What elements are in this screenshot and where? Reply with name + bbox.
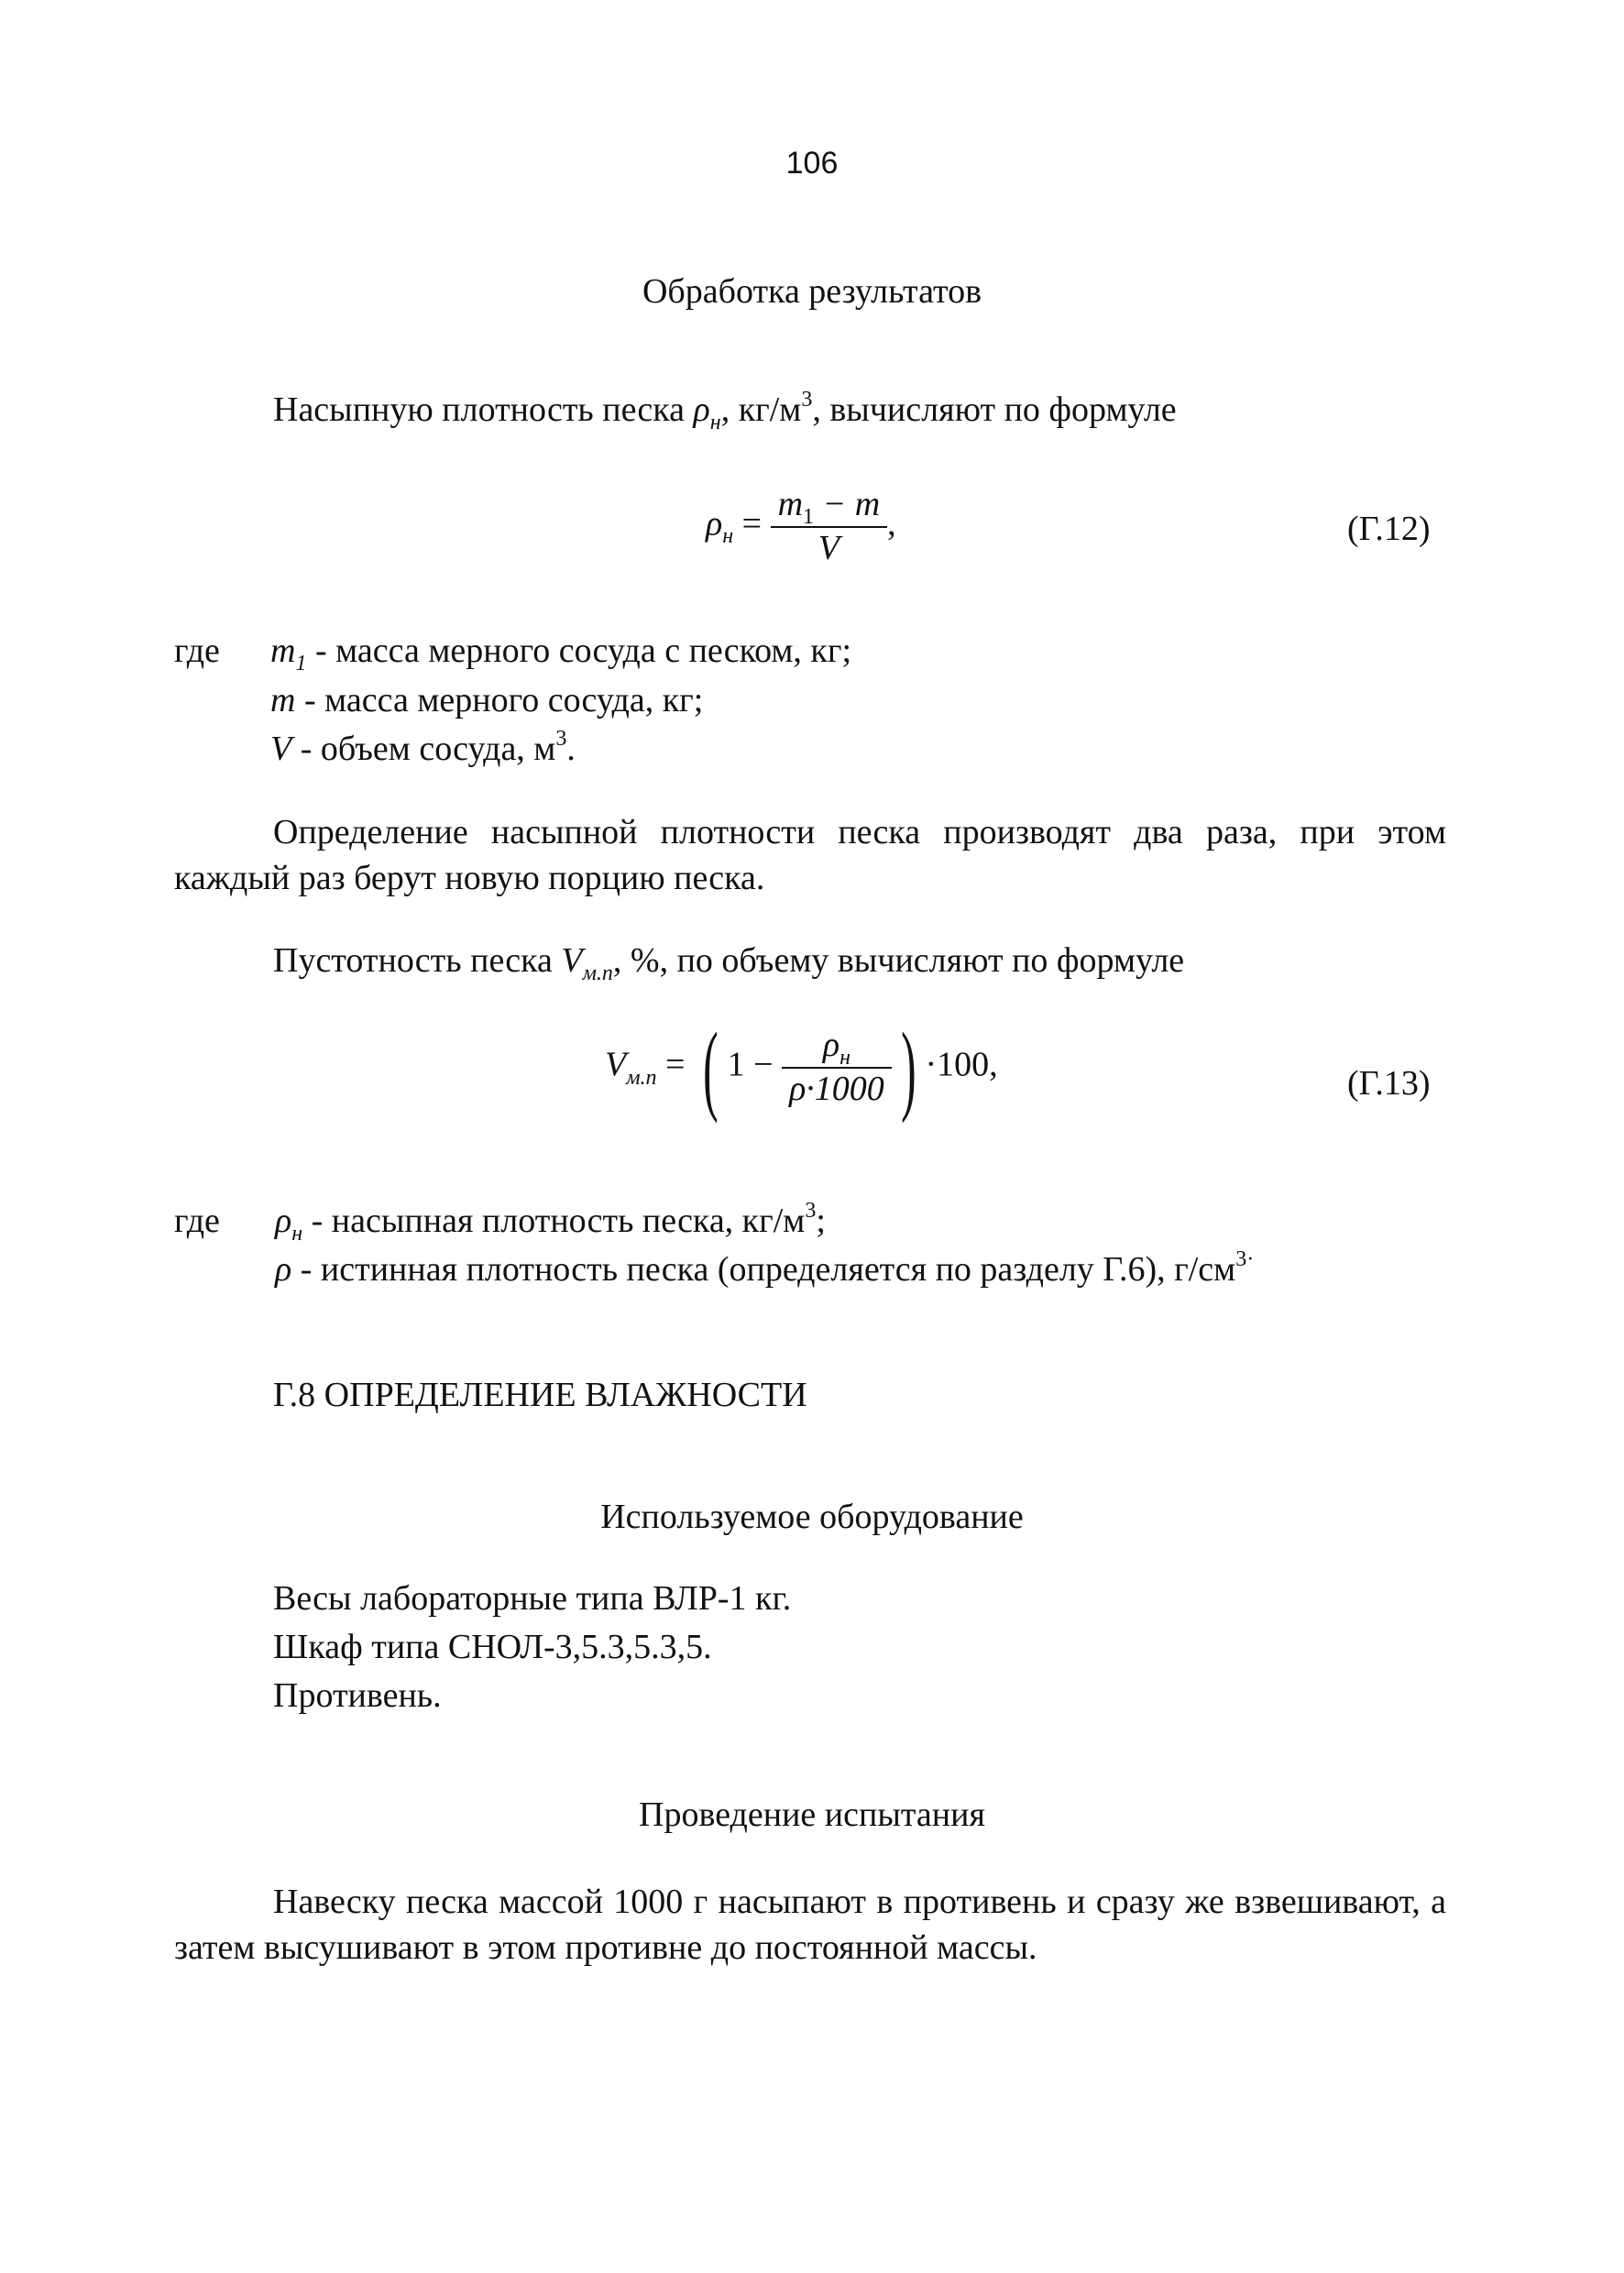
where-item-rho: ρ - истинная плотность песка (определяется по разделу Г.6), $г/см^{3\cdot}$: [275, 1247, 1255, 1289]
formula-g13: $V_{м.п}$ = ( 1 − $\frac{\rho_н}{\rho\cdot 1000}$ ) ·100,: [605, 1012, 998, 1124]
where-item-rho-n: $\rho_н$ - насыпная плотность песка, $кг/м^3$;: [275, 1199, 826, 1246]
equipment-heading: Используемое оборудование: [600, 1498, 1024, 1536]
fraction: $\frac{\rho_н}{\rho\cdot 1000}$: [782, 1025, 892, 1110]
void-intro-line: Пустотность песка $V_{м.п}$, %, по объему вычисляют по формуле: [273, 941, 1185, 985]
where-word-2: где: [174, 1202, 220, 1240]
formula-label-g12: (Г.12): [1347, 510, 1431, 548]
paragraph-test: Навеску песка массой 1000 г насыпают в противень и сразу же взвешивают, а затем высушивают в этом противне до постоянной массы.: [174, 1883, 1446, 1967]
test-heading: Проведение испытания: [639, 1795, 985, 1834]
where-item-v: V - объем сосуда, $м^3$.: [270, 727, 576, 768]
formula-g12: $\rho_н$ = $\frac{m_1 - m}{V}$ ,: [706, 484, 896, 569]
right-paren: ): [900, 1012, 916, 1124]
intro-line: Насыпную плотность песка $\rho_н$, $кг/м^3$, вычисляют по формуле: [273, 388, 1177, 434]
left-paren: (: [703, 1012, 719, 1124]
page-number: 106: [785, 146, 839, 181]
section-title-moisture: Г.8 ОПРЕДЕЛЕНИЕ ВЛАЖНОСТИ: [273, 1376, 807, 1414]
equipment-item: Противень.: [273, 1676, 442, 1715]
fraction: $\frac{m_1 - m}{V}$: [771, 484, 888, 569]
where-item-m1: $m_1$ - масса мерного сосуда с песком, кг;: [270, 631, 852, 675]
equipment-item: Весы лабораторные типа ВЛР-1 кг.: [273, 1579, 792, 1618]
where-item-m: m - масса мерного сосуда, кг;: [270, 681, 704, 719]
equipment-item: Шкаф типа СНОЛ-3,5.3,5.3,5.: [273, 1628, 712, 1666]
section-heading: Обработка результатов: [642, 272, 982, 311]
formula-label-g13: (Г.13): [1347, 1064, 1431, 1103]
paragraph-density: Определение насыпной плотности песка производят два раза, при этом каждый раз берут новую порцию песка.: [174, 813, 1446, 897]
where-word-1: где: [174, 631, 220, 670]
